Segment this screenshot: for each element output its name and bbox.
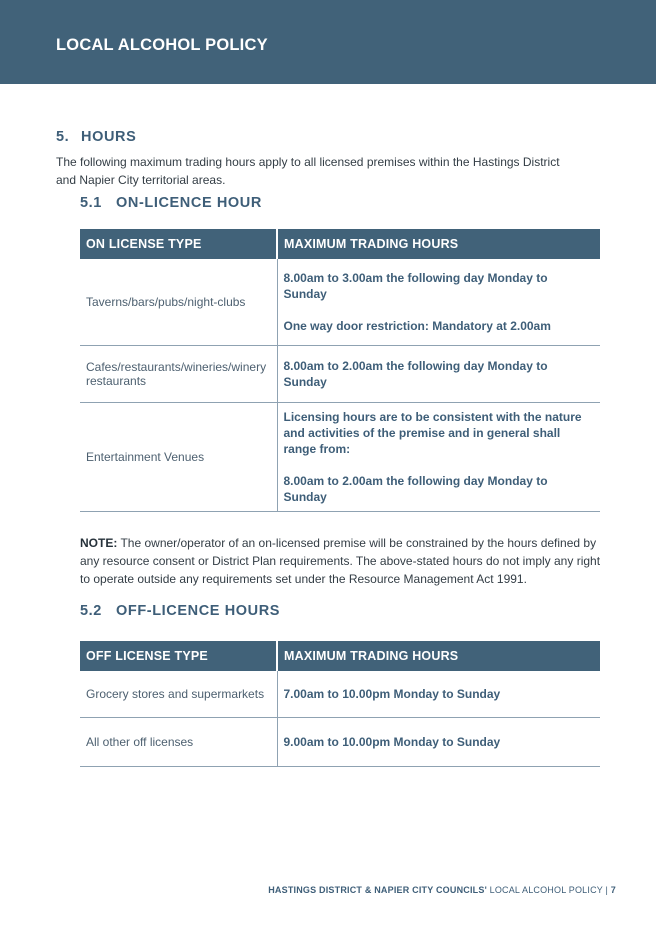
off-licence-table xyxy=(80,641,600,767)
on-licence-heading xyxy=(80,195,262,211)
footer-doc-title: LOCAL ALCOHOL POLICY xyxy=(489,885,603,895)
licence-type-cell: Entertainment Venues xyxy=(80,402,277,511)
table-row xyxy=(80,402,600,511)
note-label: NOTE: xyxy=(80,536,118,550)
trading-hours-line: 8.00am to 2.00am the following day Monday to Sunday xyxy=(283,473,548,504)
licence-type-cell: Grocery stores and supermarkets xyxy=(80,671,277,717)
note-paragraph xyxy=(80,534,604,588)
on-licence-title: ON-LICENCE HOUR xyxy=(116,195,262,211)
trading-hours-line: One way door restriction: Mandatory at 2.00am xyxy=(283,318,551,333)
trading-hours-line: Licensing hours are to be consistent with the nature and activities of the premise and in general shall range from: xyxy=(283,409,582,456)
column-header-type: OFF LICENSE TYPE xyxy=(80,641,277,671)
section-number: 5. xyxy=(56,129,70,145)
section-intro: The following maximum trading hours apply to all licensed premises within the Hastings District and Napier City territorial areas. xyxy=(56,155,560,187)
table-header-row xyxy=(80,229,600,259)
trading-hours-cell: 7.00am to 10.00pm Monday to Sunday xyxy=(277,671,600,717)
note-text: The owner/operator of an on-licensed premise will be constrained by the hours defined by any resource consent or District Plan requirements. The above-stated hours do not imply any right to operate outside any requirements set under the Resource Management Act 1991. xyxy=(80,536,601,586)
column-header-hours: MAXIMUM TRADING HOURS xyxy=(277,229,600,259)
section-title: HOURS xyxy=(81,129,137,145)
page-number: 7 xyxy=(610,885,616,895)
trading-hours-cell xyxy=(277,402,600,511)
licence-type-cell: Cafes/restaurants/wineries/winery restaurants xyxy=(80,345,277,402)
on-licence-table xyxy=(80,229,600,512)
table-row xyxy=(80,671,600,717)
trading-hours-cell xyxy=(277,345,600,402)
column-header-hours: MAXIMUM TRADING HOURS xyxy=(277,641,600,671)
trading-hours-line: 8.00am to 2.00am the following day Monday to Sunday xyxy=(283,358,548,389)
on-licence-number: 5.1 xyxy=(80,195,102,211)
table-row xyxy=(80,345,600,402)
table-row xyxy=(80,717,600,766)
section-heading xyxy=(56,129,136,145)
column-header-type: ON LICENSE TYPE xyxy=(80,229,277,259)
table-header-row xyxy=(80,641,600,671)
licence-type-cell: Taverns/bars/pubs/night-clubs xyxy=(80,259,277,345)
off-licence-number: 5.2 xyxy=(80,603,102,619)
page-footer: HASTINGS DISTRICT & NAPIER CITY COUNCILS' LOCAL ALCOHOL POLICY | 7 xyxy=(268,885,616,895)
document-title: LOCAL ALCOHOL POLICY xyxy=(56,36,268,54)
trading-hours-cell xyxy=(277,259,600,345)
table-row xyxy=(80,259,600,345)
trading-hours-line: 8.00am to 3.00am the following day Monday to Sunday xyxy=(283,270,548,301)
off-licence-heading xyxy=(80,603,280,619)
licence-type-cell: All other off licenses xyxy=(80,717,277,766)
off-licence-title: OFF-LICENCE HOURS xyxy=(116,603,281,619)
trading-hours-cell: 9.00am to 10.00pm Monday to Sunday xyxy=(277,717,600,766)
footer-org: HASTINGS DISTRICT & NAPIER CITY COUNCILS' xyxy=(268,885,487,895)
